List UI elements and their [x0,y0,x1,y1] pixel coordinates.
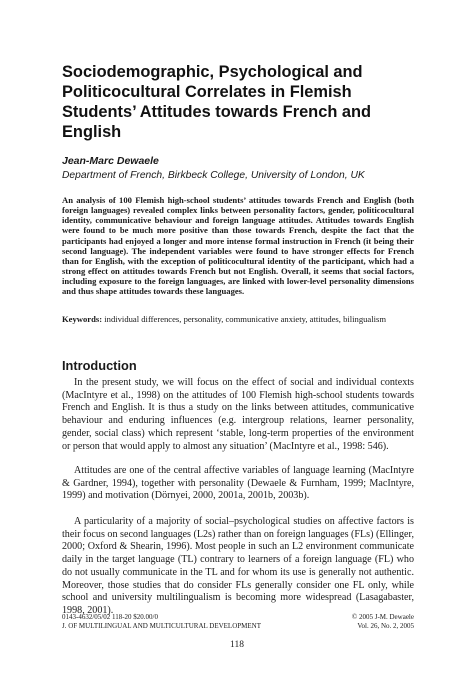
footer-copyright: © 2005 J-M. Dewaele [351,613,414,621]
section-heading-introduction: Introduction [62,358,137,373]
intro-paragraph-2: Attitudes are one of the central affective variables of language learning (MacIntyre & Gardner, 1994), together with personality (Dewaele & Furnham, 1999; MacIntyre, 1999) and motivation (Dörnyei, 2000, 2001a, 2001b, 2003b). [62,465,414,502]
footer-volume: Vol. 26, No. 2, 2005 [357,622,414,630]
author-affiliation: Department of French, Birkbeck College, University of London, UK [62,170,365,181]
author-name: Jean-Marc Dewaele [62,155,159,167]
footer-issn: 0143-4632/05/02 118-20 $20.00/0 [62,613,158,621]
page-number: 118 [230,640,244,650]
intro-paragraph-1: In the present study, we will focus on the effect of social and individual contexts (MacIntyre et al., 1998) on the attitudes of 100 Flemish high-school students towards French and English. It is thus a study on the links between attitudes, communicative behaviour and enduring influences (e.g. intergroup relations, learner personality, gender, social class) which represent ‘stable, long-term properties of the environment or person that would apply to almost any situation’ (MacIntyre et al., 1998: 546). [62,377,414,452]
abstract: An analysis of 100 Flemish high-school students’ attitudes towards French and English (both foreign languages) revealed complex links between personality factors, gender, politicocultural identity, communicative behaviour and foreign language attitudes. Attitudes towards English were found to be much more positive than those towards French, despite the fact that the participants had enjoyed a longer and more intense formal instruction in French (it being their second language). The independent variables were found to have stronger effects for French than for English, with the exception of politicocultural identity of the participant, which had a strong effect on attitudes towards French but not English. Overall, it seems that social factors, including exposure to the foreign languages, are linked with lower-level personality dimensions and thus shape attitudes towards these languages. [62,195,414,297]
footer-journal: J. OF MULTILINGUAL AND MULTICULTURAL DEVELOPMENT [62,622,261,630]
keywords-label: Keywords: [62,314,103,324]
keywords-list: individual differences, personality, communicative anxiety, attitudes, bilingualism [104,314,387,324]
article-title: Sociodemographic, Psychological and Politicocultural Correlates in Flemish Students’ Attitudes towards French and English [62,63,372,141]
keywords [62,314,414,325]
intro-paragraph-3: A particularity of a majority of social–psychological studies on affective factors is their focus on second languages (L2s) rather than on foreign languages (FLs) (Ellinger, 2000; Oxford & Shearin, 1996). Most people in such an L2 environment communicate daily in the target language (TL) contrary to learners of a foreign language (FL) who do not usually communicate in the TL and for whom its use is generally not authentic. Moreover, those studies that do consider FLs generally consider one FL only, while school and university multilingualism is becoming more widespread (Lasagabaster, 1998, 2001). [62,516,414,616]
